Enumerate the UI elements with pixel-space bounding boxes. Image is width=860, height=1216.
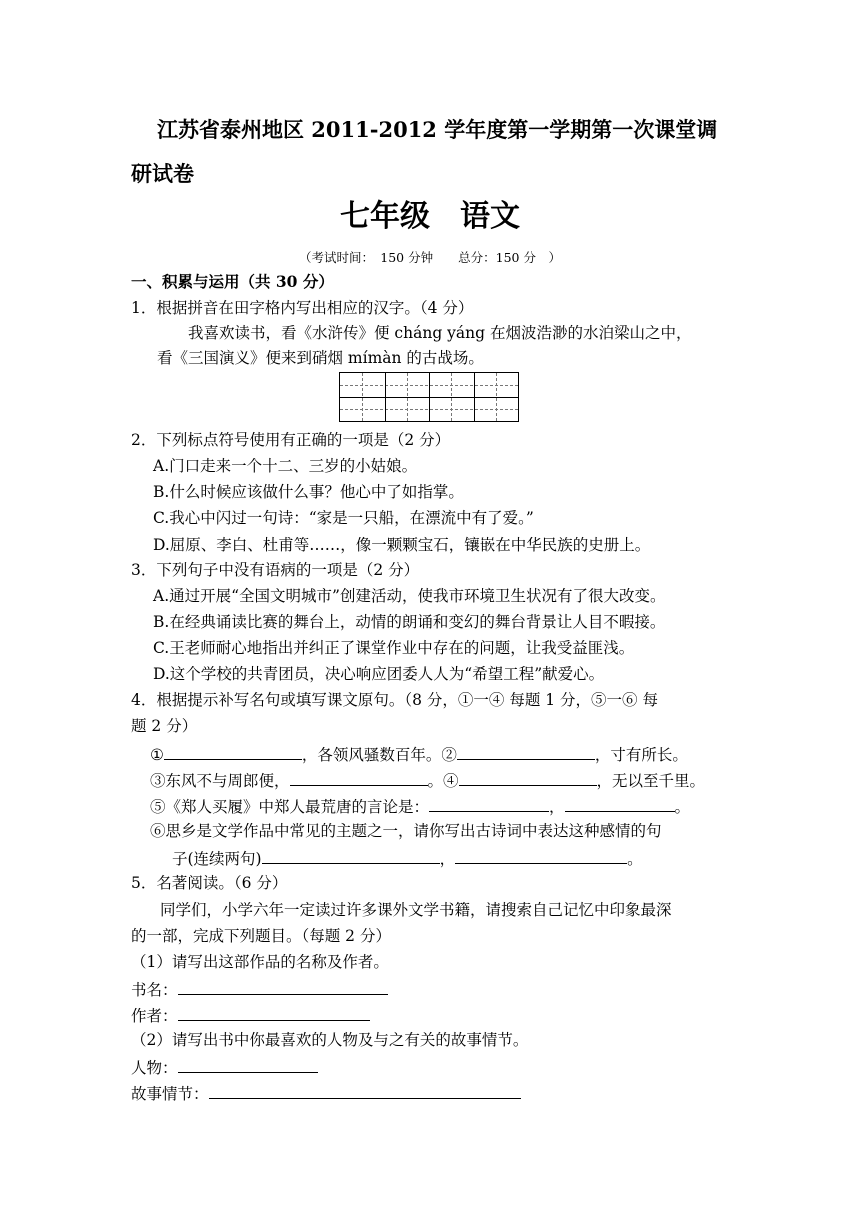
q4-stem-line1: 4．根据提示补写名句或填写课文原句。（8 分，①一④ 每题 1 分，⑤一⑥ 每 xyxy=(131,691,658,709)
grid-dashed-line xyxy=(496,373,497,421)
q4-line2 xyxy=(150,769,705,791)
q5-sub1: （1）请写出这部作品的名称及作者。 xyxy=(131,953,389,971)
exam-title-line1: 江苏省泰州地区 2011-2012 学年度第一学期第一次课堂调 xyxy=(157,117,718,142)
q4-line1-text-b: ，各领风骚数百年。② xyxy=(301,746,457,764)
q4-line5-text-c: 。 xyxy=(627,850,643,868)
author-answer-blank[interactable] xyxy=(178,1004,370,1021)
q4-line5-text-a: 子(连续两句) xyxy=(172,850,262,868)
book-answer-blank[interactable] xyxy=(178,978,388,995)
exam-info: （考试时间： 150 分钟 总分：150 分 ） xyxy=(299,250,561,265)
answer-blank[interactable] xyxy=(262,847,440,864)
q3-stem: 3．下列句子中没有语病的一项是（2 分） xyxy=(131,561,420,579)
q4-line5-text-b: ， xyxy=(439,850,456,868)
author-label: 作者： xyxy=(131,1007,178,1025)
q4-stem-line2: 题 2 分） xyxy=(131,717,198,735)
q4-line3-text-c: 。 xyxy=(674,798,691,816)
answer-blank[interactable] xyxy=(457,743,595,760)
q3-option-b: B.在经典诵读比赛的舞台上，动情的朗诵和变幻的舞台背景让人目不暇接。 xyxy=(153,613,666,631)
q2-option-c: C.我心中闪过一句诗：“家是一只船，在漂流中有了爱。” xyxy=(153,509,534,527)
q4-line3 xyxy=(150,795,690,817)
grid-dashed-line xyxy=(451,373,452,421)
q4-line4: ⑥思乡是文学作品中常见的主题之一，请你写出古诗词中表达这种感情的句 xyxy=(150,822,662,840)
q1-text-line1: 我喜欢读书，看《水浒传》便 cháng yáng 在烟波浩渺的水泊梁山之中， xyxy=(188,324,692,342)
q2-option-a: A.门口走来一个十二、三岁的小姑娘。 xyxy=(153,457,418,475)
tianzige-answer-grid[interactable] xyxy=(339,372,519,422)
q4-line5 xyxy=(172,847,643,869)
q4-line1-text-a: ① xyxy=(150,746,164,764)
section1-heading: 一、积累与运用（共 30 分） xyxy=(131,272,334,291)
q5-character-line xyxy=(131,1056,318,1078)
q5-stem: 5．名著阅读。（6 分） xyxy=(131,874,288,892)
grid-cell-divider xyxy=(385,373,386,421)
q4-line3-text-b: ， xyxy=(549,798,565,816)
answer-blank[interactable] xyxy=(565,795,675,812)
q5-intro-line2: 的一部，完成下列题目。（每题 2 分） xyxy=(131,927,391,945)
q5-book-line xyxy=(131,978,388,1000)
plot-answer-blank[interactable] xyxy=(209,1082,521,1099)
q2-option-b: B.什么时候应该做什么事？他心中了如指掌。 xyxy=(153,483,464,501)
grid-dashed-line xyxy=(407,373,408,421)
q3-option-a: A.通过开展“全国文明城市”创建活动，使我市环境卫生状况有了很大改变。 xyxy=(153,587,666,605)
q4-line2-text-a: ③东风不与周郎便， xyxy=(150,772,290,790)
character-label: 人物： xyxy=(131,1059,178,1077)
grid-cell-divider xyxy=(429,373,430,421)
q4-line2-text-b: 。④ xyxy=(427,772,459,790)
q2-option-d: D.屈原、李白、杜甫等……，像一颗颗宝石，镶嵌在中华民族的史册上。 xyxy=(153,536,651,554)
q5-author-line xyxy=(131,1004,370,1026)
q4-line1 xyxy=(150,743,688,765)
answer-blank[interactable] xyxy=(164,743,302,760)
book-label: 书名： xyxy=(131,981,178,999)
answer-blank[interactable] xyxy=(459,769,597,786)
q5-sub2: （2）请写出书中你最喜欢的人物及与之有关的故事情节。 xyxy=(131,1031,529,1049)
q4-line1-text-c: ，寸有所长。 xyxy=(594,746,688,764)
q1-text-line2: 看《三国演义》便来到硝烟 mímàn 的古战场。 xyxy=(157,349,484,367)
grid-dashed-line xyxy=(362,373,363,421)
grid-cell-divider xyxy=(474,373,475,421)
answer-blank[interactable] xyxy=(290,769,428,786)
q4-line3-text-a: ⑤《郑人买履》中郑人最荒唐的言论是： xyxy=(150,798,430,816)
q3-option-d: D.这个学校的共青团员，决心响应团委人人为“希望工程”献爱心。 xyxy=(153,665,605,683)
q1-stem: 1．根据拼音在田字格内写出相应的汉字。（4 分） xyxy=(131,299,474,317)
q5-intro-line1: 同学们，小学六年一定读过许多课外文学书籍，请搜索自己记忆中印象最深 xyxy=(160,901,672,919)
plot-label: 故事情节： xyxy=(131,1085,209,1103)
answer-blank[interactable] xyxy=(429,795,549,812)
q2-stem: 2．下列标点符号使用有正确的一项是（2 分） xyxy=(131,431,451,449)
q3-option-c: C.王老师耐心地指出并纠正了课堂作业中存在的问题，让我受益匪浅。 xyxy=(153,639,635,657)
exam-title-line2: 研试卷 xyxy=(131,161,194,186)
q4-line2-text-c: ，无以至千里。 xyxy=(596,772,706,790)
character-answer-blank[interactable] xyxy=(178,1056,318,1073)
q5-plot-line xyxy=(131,1082,521,1104)
grade-subject-heading: 七年级 语文 xyxy=(340,199,520,234)
answer-blank[interactable] xyxy=(455,847,627,864)
